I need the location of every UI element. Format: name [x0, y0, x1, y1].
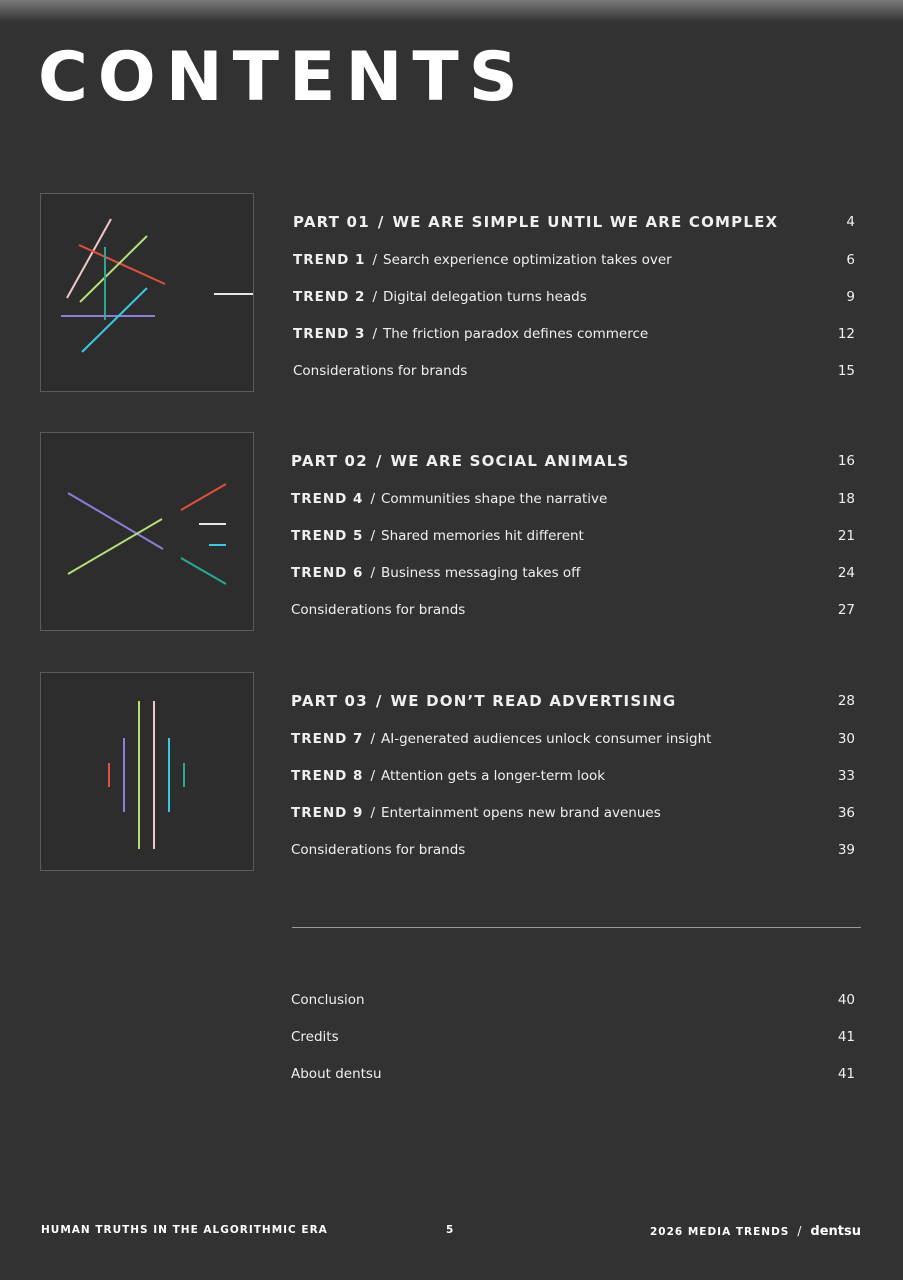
- trend-7-entry[interactable]: [291, 720, 859, 757]
- trend-separator: /: [370, 767, 375, 784]
- trend-separator: /: [370, 490, 375, 507]
- part-title: WE ARE SIMPLE UNTIL WE ARE COMPLEX: [392, 213, 779, 231]
- page-number: 21: [837, 527, 855, 544]
- page-number: 41: [837, 1065, 855, 1082]
- trend-separator: /: [372, 251, 377, 268]
- trend-3-entry[interactable]: [293, 315, 859, 352]
- part-01-section: [293, 203, 859, 389]
- conclusion-entry[interactable]: [291, 981, 859, 1018]
- trend-separator: /: [370, 527, 375, 544]
- part-separator: /: [377, 213, 385, 231]
- about-dentsu-entry[interactable]: [291, 1055, 859, 1092]
- part-label: PART 02: [291, 452, 368, 470]
- page-number: 41: [837, 1028, 855, 1045]
- entry-label: Credits: [291, 1028, 339, 1045]
- page-number: 39: [837, 841, 855, 858]
- trend-label: TREND 9: [291, 804, 364, 821]
- trend-4-entry[interactable]: [291, 480, 859, 517]
- trend-label: TREND 5: [291, 527, 364, 544]
- trend-2-entry[interactable]: [293, 278, 859, 315]
- part-separator: /: [375, 692, 383, 710]
- trend-separator: /: [372, 288, 377, 305]
- part-02-line-art-icon: [40, 432, 254, 631]
- trend-title: Communities shape the narrative: [381, 490, 608, 507]
- considerations-entry[interactable]: [291, 591, 859, 628]
- entry-label: Conclusion: [291, 991, 365, 1008]
- trend-label: TREND 7: [291, 730, 364, 747]
- part-01-line-art-icon: [40, 193, 254, 392]
- dentsu-logo: dentsu: [810, 1224, 861, 1239]
- footer-separator: /: [797, 1224, 803, 1238]
- page-number: 27: [837, 601, 855, 618]
- page-number: 16: [837, 453, 855, 469]
- part-separator: /: [375, 452, 383, 470]
- trend-title: Digital delegation turns heads: [383, 288, 587, 305]
- trend-separator: /: [370, 804, 375, 821]
- trend-title: AI-generated audiences unlock consumer insight: [381, 730, 712, 747]
- trend-label: TREND 4: [291, 490, 364, 507]
- trend-label: TREND 6: [291, 564, 364, 581]
- part-02-section: [291, 442, 859, 628]
- page-number: 15: [837, 362, 855, 379]
- part-03-line-art-icon: [40, 672, 254, 871]
- footer-report-name: 2026 MEDIA TRENDS: [649, 1226, 790, 1238]
- footer-publication-title: HUMAN TRUTHS IN THE ALGORITHMIC ERA: [41, 1224, 328, 1236]
- trend-6-entry[interactable]: [291, 554, 859, 591]
- page-number: 28: [837, 693, 855, 709]
- extras-section: [291, 981, 859, 1092]
- page-number: 36: [837, 804, 855, 821]
- footer-page-number: 5: [446, 1224, 455, 1236]
- considerations-entry[interactable]: [291, 831, 859, 868]
- considerations-label: Considerations for brands: [291, 841, 466, 858]
- page-number: 9: [846, 288, 855, 305]
- trend-title: Search experience optimization takes over: [383, 251, 672, 268]
- page-number: 6: [846, 251, 855, 268]
- footer-brand-block: [650, 1224, 861, 1239]
- part-label: PART 03: [291, 692, 368, 710]
- trend-label: TREND 1: [293, 251, 366, 268]
- considerations-label: Considerations for brands: [291, 601, 466, 618]
- page-number: 40: [837, 991, 855, 1008]
- trend-title: The friction paradox defines commerce: [383, 325, 649, 342]
- considerations-label: Considerations for brands: [293, 362, 468, 379]
- credits-entry[interactable]: [291, 1018, 859, 1055]
- top-shade: [0, 0, 903, 22]
- page-number: 12: [837, 325, 855, 342]
- trend-separator: /: [372, 325, 377, 342]
- page-number: 4: [846, 214, 855, 230]
- trend-separator: /: [370, 564, 375, 581]
- trend-title: Shared memories hit different: [381, 527, 584, 544]
- page-title: CONTENTS: [38, 38, 528, 117]
- trend-label: TREND 3: [293, 325, 366, 342]
- part-02-heading[interactable]: [291, 442, 859, 480]
- trend-8-entry[interactable]: [291, 757, 859, 794]
- trend-separator: /: [370, 730, 375, 747]
- page-number: 33: [837, 767, 855, 784]
- trend-9-entry[interactable]: [291, 794, 859, 831]
- page-number: 30: [837, 730, 855, 747]
- considerations-entry[interactable]: [293, 352, 859, 389]
- part-01-heading[interactable]: [293, 203, 859, 241]
- trend-label: TREND 8: [291, 767, 364, 784]
- page-number: 24: [837, 564, 855, 581]
- trend-label: TREND 2: [293, 288, 366, 305]
- trend-5-entry[interactable]: [291, 517, 859, 554]
- part-title: WE ARE SOCIAL ANIMALS: [390, 452, 630, 470]
- part-03-section: [291, 682, 859, 868]
- trend-title: Business messaging takes off: [381, 564, 581, 581]
- trend-1-entry[interactable]: [293, 241, 859, 278]
- page-number: 18: [837, 490, 855, 507]
- trend-title: Attention gets a longer-term look: [381, 767, 606, 784]
- part-label: PART 01: [293, 213, 370, 231]
- entry-label: About dentsu: [291, 1065, 382, 1082]
- section-divider: [292, 927, 861, 928]
- part-03-heading[interactable]: [291, 682, 859, 720]
- part-title: WE DON’T READ ADVERTISING: [390, 692, 677, 710]
- trend-title: Entertainment opens new brand avenues: [381, 804, 661, 821]
